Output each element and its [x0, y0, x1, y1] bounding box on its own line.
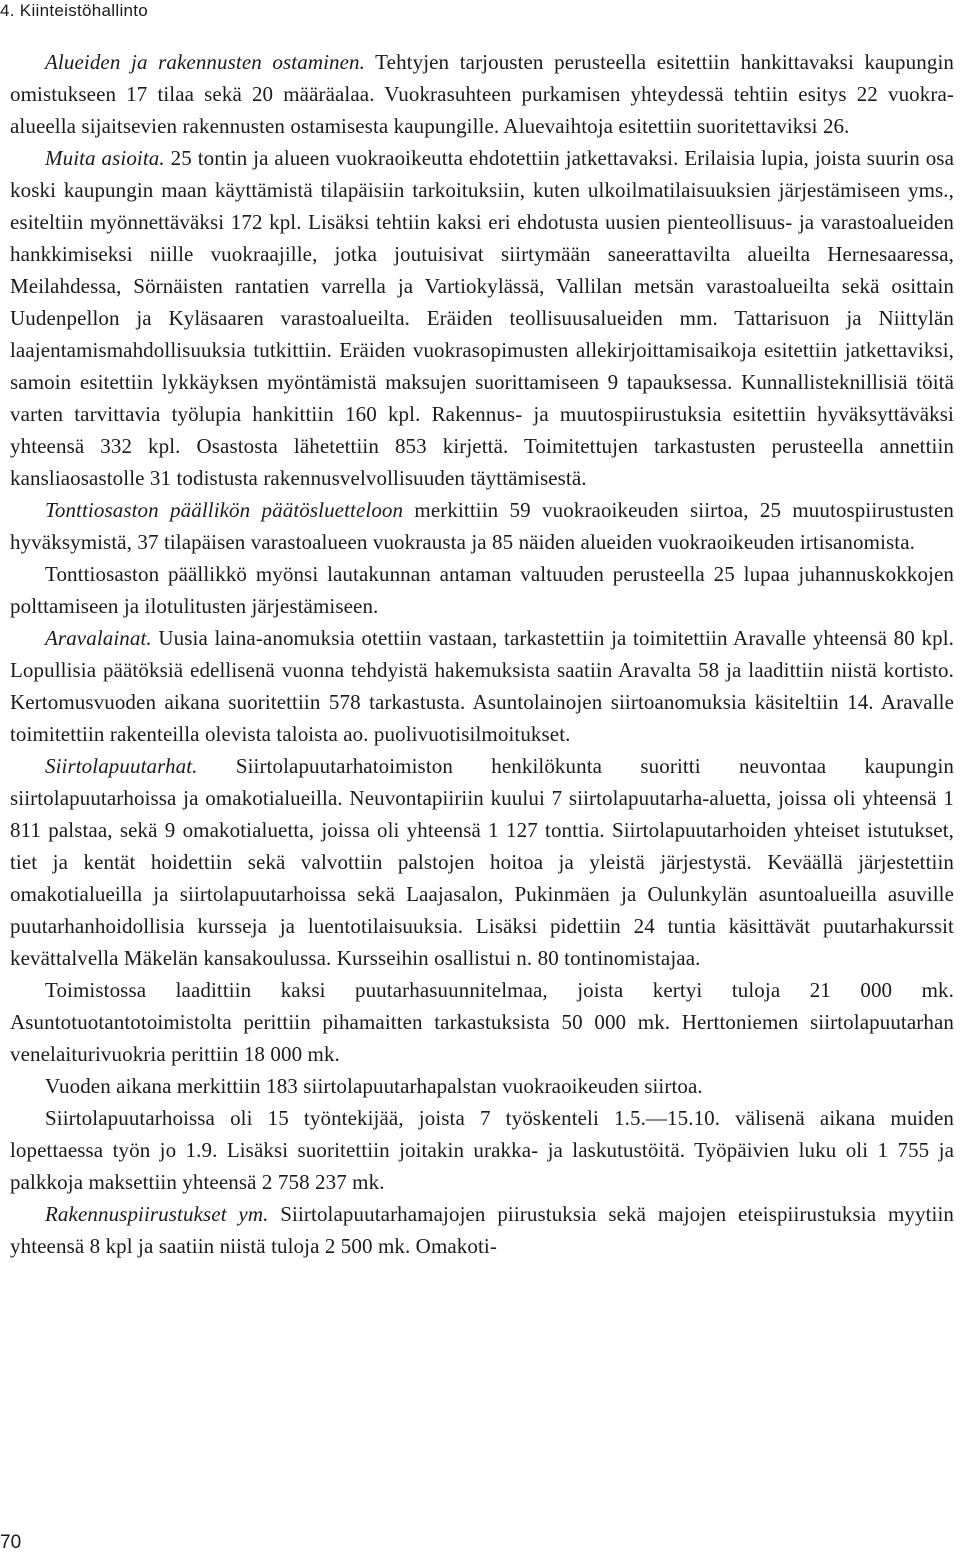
- section-heading: Rakennuspiirustukset ym.: [45, 1202, 269, 1226]
- section-heading: Alueiden ja rakennusten ostaminen.: [45, 50, 365, 74]
- section-heading: Tonttiosaston päällikön päätösluetteloon: [45, 498, 404, 522]
- running-head: 4. Kiinteistöhallinto: [0, 1, 149, 20]
- paragraph-juhannuskokot: [10, 558, 954, 622]
- paragraph-vuokraoikeuden-siirrot: [10, 1070, 954, 1102]
- paragraph-rakennuspiirustukset: [10, 1198, 954, 1262]
- page-number: 70: [0, 1532, 22, 1553]
- section-heading: Siirtolapuutarhat.: [45, 754, 198, 778]
- paragraph-text: Toimistossa laadittiin kaksi puutarhasuunnitelmaa, joista kertyi tuloja 21 000 mk. Asuntotuotantotoimistolta perittiin pihamaitten tarkastuksista 50 000 mk. Herttoniemen siirtolapuutarhan venelaiturivuokria perittiin 18 000 mk.: [10, 978, 954, 1066]
- paragraph-alueiden-ostaminen: [10, 46, 954, 142]
- paragraph-text: Tonttiosaston päällikkö myönsi lautakunnan antaman valtuuden perusteella 25 lupaa juhannuskokkojen polttamiseen ja ilotulitusten järjestämiseen.: [10, 562, 954, 618]
- paragraph-aravalainat: [10, 622, 954, 750]
- paragraph-text: 25 tontin ja alueen vuokraoikeutta ehdotettiin jatkettavaksi. Erilaisia lupia, joista suurin osa koski kaupungin maan käyttämistä tilapäisiin tarkoituksiin, kuten ulkoilmatilaisuuksien järjestämiseen yms., esiteltiin myönnettäväksi 172 kpl. Lisäksi tehtiin kaksi eri ehdotusta uusien pienteollisuus- ja varastoalueiden hankkimiseksi niille vuokraajille, jotka joutuisivat siirtymään saneerattavilta alueilta Hernesaaressa, Meilahdessa, Sörnäisten rantatien varrella ja Vartiokylässä, Vallilan metsän varastoalueilta sekä osittain Uudenpellon ja Kyläsaaren varastoalueilta. Eräiden teollisuusalueiden mm. Tattarisuon ja Niittylän laajentamismahdollisuuksia tutkittiin. Eräiden vuokrasopimusten allekirjoittamisaikoja esitettiin jatkettaviksi, samoin esitettiin lykkäyksen myöntämistä maksujen suorittamiseen 9 tapauksessa. Kunnallisteknillisiä töitä varten tarvittavia työlupia hankittiin 160 kpl. Rakennus- ja muutospiirustuksia esitettiin hyväksyttäväksi yhteensä 332 kpl. Osastosta lähetettiin 853 kirjettä. Toimitettujen tarkastusten perusteella annettiin kansliaosastolle 31 todistusta rakennusvelvollisuuden täyttämisestä.: [10, 146, 954, 490]
- paragraph-text: Uusia laina-anomuksia otettiin vastaan, tarkastettiin ja toimitettiin Aravalle yhteensä 80 kpl. Lopullisia päätöksiä edellisenä vuonna tehdyistä hakemuksista saatiin Aravalta 58 ja laadittiin niistä kortisto. Kertomusvuoden aikana suoritettiin 578 tarkastusta. Asuntolainojen siirtoanomuksia käsiteltiin 14. Aravalle toimitettiin rakenteilla olevista taloista ao. puolivuotisilmoitukset.: [10, 626, 954, 746]
- paragraph-tyontekijat: [10, 1102, 954, 1198]
- body-text: [10, 46, 954, 1262]
- paragraph-paatosluettelo: [10, 494, 954, 558]
- section-heading: Muita asioita.: [45, 146, 165, 170]
- paragraph-puutarhasuunnitelmat: [10, 974, 954, 1070]
- paragraph-muita-asioita: [10, 142, 954, 494]
- paragraph-text: Siirtolapuutarhamajojen piirustuksia sekä majojen eteispiirustuksia myytiin yhteensä 8 kpl ja saatiin niistä tuloja 2 500 mk. Omakoti-: [10, 1202, 954, 1258]
- paragraph-text: Siirtolapuutarhatoimiston henkilökunta suoritti neuvontaa kaupungin siirtolapuutarhoissa ja omakotialueilla. Neuvontapiiriin kuului 7 siirtolapuutarha-aluetta, joissa oli yhteensä 1 811 palstaa, sekä 9 omakotialuetta, joissa oli yhteensä 1 127 tonttia. Siirtolapuutarhoiden yhteiset istutukset, tiet ja kentät hoidettiin sekä valvottiin palstojen hoitoa ja yleistä järjestystä. Keväällä järjestettiin omakotialueilla ja siirtolapuutarhoissa sekä Laajasalon, Pukinmäen ja Oulunkylän asuntoalueilla asuville puutarhanhoidollisia kursseja ja luentotilaisuuksia. Lisäksi pidettiin 24 tuntia käsittävät puutarhakurssit kevättalvella Mäkelän kansakoulussa. Kursseihin osallistui n. 80 tontinomistajaa.: [10, 754, 954, 970]
- paragraph-text: Vuoden aikana merkittiin 183 siirtolapuutarhapalstan vuokraoikeuden siirtoa.: [45, 1074, 703, 1098]
- paragraph-siirtolapuutarhat: [10, 750, 954, 974]
- paragraph-text: Tehtyjen tarjousten perusteella esitettiin hankittavaksi kaupungin omistukseen 17 tilaa sekä 20 määräalaa. Vuokrasuhteen purkamisen yhteydessä tehtiin esitys 22 vuokra-alueella sijaitsevien rakennusten ostamisesta kaupungille. Aluevaihtoja esitettiin suoritettaviksi 26.: [10, 50, 954, 138]
- paragraph-text: merkittiin 59 vuokraoikeuden siirtoa, 25 muutospiirustusten hyväksymistä, 37 tilapäisen varastoalueen vuokrausta ja 85 näiden alueiden vuokraoikeuden irtisanomista.: [10, 498, 954, 554]
- paragraph-text: Siirtolapuutarhoissa oli 15 työntekijää, joista 7 työskenteli 1.5.—15.10. välisenä aikana muiden lopettaessa työn jo 1.9. Lisäksi suoritettiin joitakin urakka- ja laskutustöitä. Työpäivien luku oli 1 755 ja palkkoja maksettiin yhteensä 2 758 237 mk.: [10, 1106, 954, 1194]
- section-heading: Aravalainat.: [45, 626, 152, 650]
